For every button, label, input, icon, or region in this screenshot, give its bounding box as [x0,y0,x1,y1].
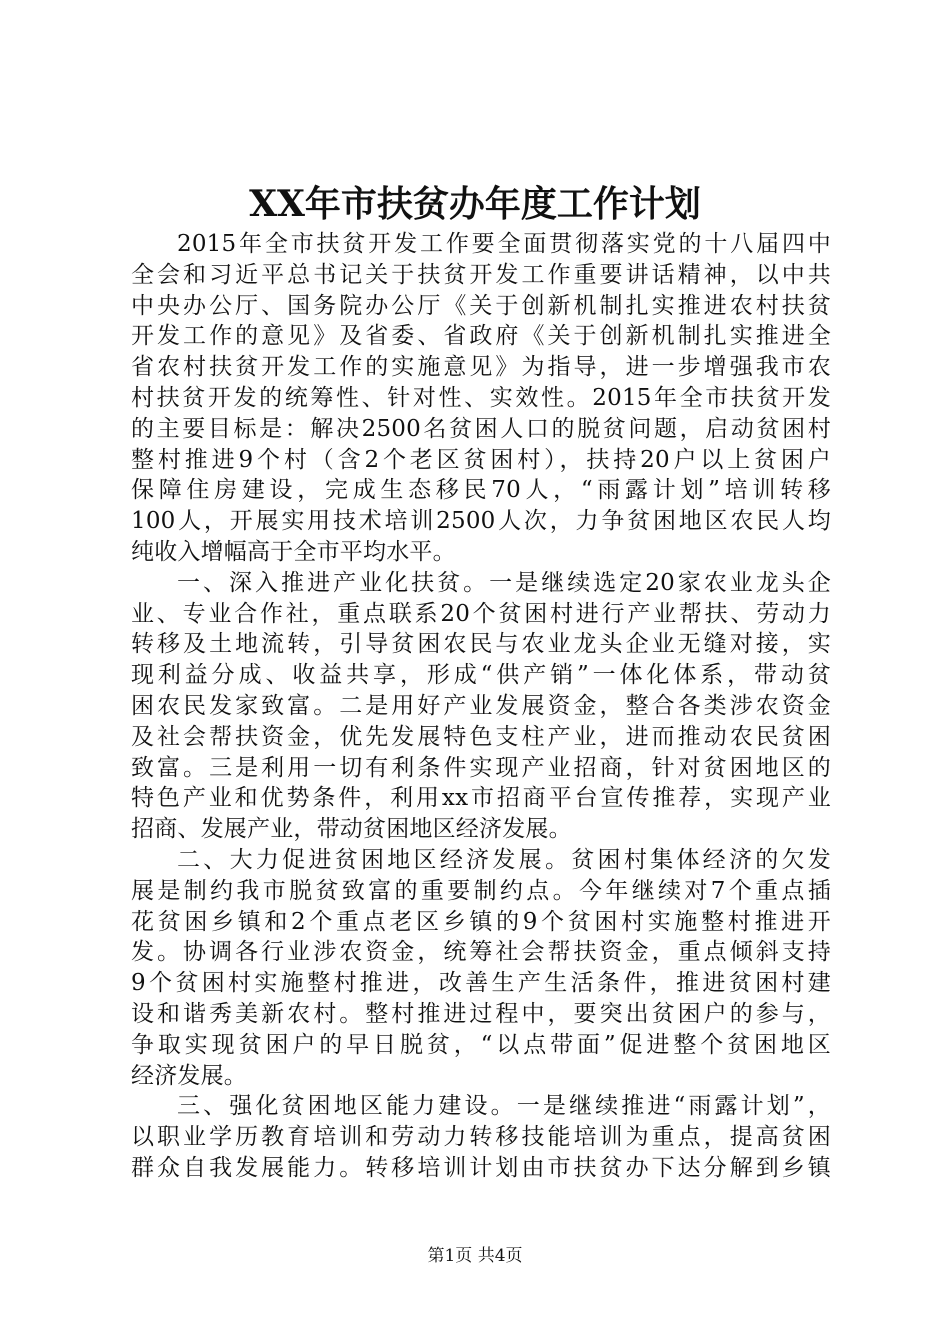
body-text-line: 特色产业和优势条件，利用xx市招商平台宣传推荐，实现产业 [131,785,831,812]
body-text-line: 花贫困乡镇和2个重点老区乡镇的9个贫困村实施整村推进开 [131,908,831,935]
body-text-line: 以职业学历教育培训和劳动力转移技能培训为重点，提高贫困 [131,1124,831,1151]
body-text-line: 困农民发家致富。二是用好产业发展资金，整合各类涉农资金 [131,692,831,719]
body-text-line: 100人，开展实用技术培训2500人次，力争贫困地区农民人均 [131,508,831,535]
body-text-line: 村扶贫开发的统筹性、针对性、实效性。2015年全市扶贫开发 [131,384,831,411]
document-body [131,229,831,1184]
body-text-line: 中央办公厅、国务院办公厅《关于创新机制扎实推进农村扶贫 [131,292,831,319]
body-text-line: 现利益分成、收益共享，形成“供产销”一体化体系，带动贫 [131,662,831,689]
body-text-line: 转移及土地流转，引导贫困农民与农业龙头企业无缝对接，实 [131,631,831,658]
body-text-line: 保障住房建设，完成生态移民70人，“雨露计划”培训转移 [131,477,831,504]
body-text-line: 及社会帮扶资金，优先发展特色支柱产业，进而推动农民贫困 [131,723,831,750]
body-text-line: 三、强化贫困地区能力建设。一是继续推进“雨露计划”， [177,1093,831,1120]
body-text-line: 9个贫困村实施整村推进，改善生产生活条件，推进贫困村建 [131,970,831,997]
body-text-line: 开发工作的意见》及省委、省政府《关于创新机制扎实推进全 [131,323,831,350]
body-text-line: 整村推进9个村（含2个老区贫困村），扶持20户以上贫困户 [131,446,831,473]
body-text-line: 二、大力促进贫困地区经济发展。贫困村集体经济的欠发 [177,846,831,873]
body-text-line: 致富。三是利用一切有利条件实现产业招商，针对贫困地区的 [131,754,831,781]
page-number-footer: 第1页 共4页 [427,1246,523,1266]
body-text-line: 设和谐秀美新农村。整村推进过程中，要突出贫困户的参与， [131,1000,831,1027]
body-text-line: 展是制约我市脱贫致富的重要制约点。今年继续对7个重点插 [131,877,831,904]
body-text-line: 发。协调各行业涉农资金，统筹社会帮扶资金，重点倾斜支持 [131,939,831,966]
document-title: XX年市扶贫办年度工作计划 [249,183,701,225]
body-text-line: 群众自我发展能力。转移培训计划由市扶贫办下达分解到乡镇 [131,1154,831,1181]
body-text-line: 的主要目标是：解决2500名贫困人口的脱贫问题，启动贫困村 [131,415,831,442]
body-text-line: 一、深入推进产业化扶贫。一是继续选定20家农业龙头企 [177,569,831,596]
body-text-line: 业、专业合作社，重点联系20个贫困村进行产业帮扶、劳动力 [131,600,831,627]
body-text-line: 2015年全市扶贫开发工作要全面贯彻落实党的十八届四中 [177,231,831,257]
body-text-line: 招商、发展产业，带动贫困地区经济发展。 [131,816,572,843]
body-text-line: 省农村扶贫开发工作的实施意见》为指导，进一步增强我市农 [131,354,831,381]
body-text-line: 全会和习近平总书记关于扶贫开发工作重要讲话精神，以中共 [131,261,831,288]
body-text-line: 争取实现贫困户的早日脱贫，“以点带面”促进整个贫困地区 [131,1031,831,1058]
body-text-line: 纯收入增幅高于全市平均水平。 [131,538,456,565]
body-text-line: 经济发展。 [131,1062,247,1089]
